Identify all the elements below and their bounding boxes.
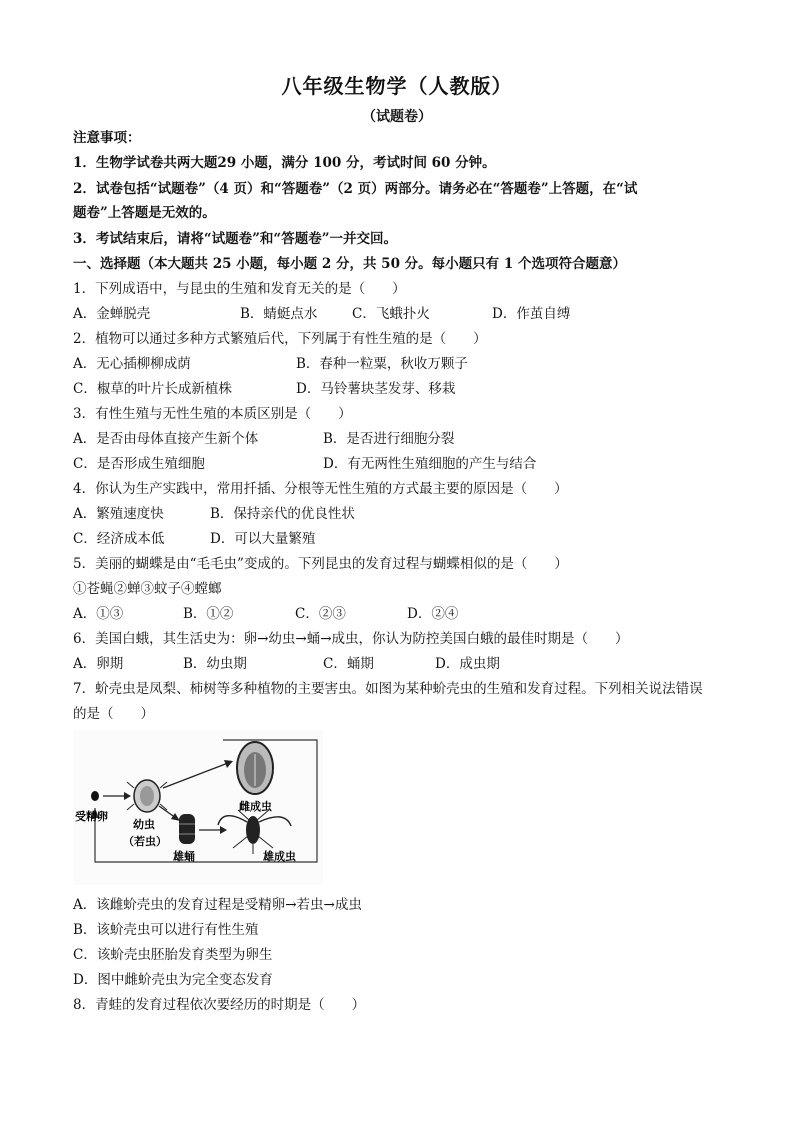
q7-option-c: C．该蚧壳虫胚胎发育类型为卵生 [73,947,273,963]
q1-option-b: B．蜻蜓点水 [240,306,318,322]
question-6: 6．美国白蛾，其生活史为：卵→幼虫→蛹→成虫，你认为防控美国白蛾的最佳时期是（ ） [73,631,629,647]
q5-option-b: B．①② [183,606,234,622]
male-pupa-icon [179,814,195,844]
q4-option-a: A．繁殖速度快 [73,506,164,522]
q3-option-c: C．是否形成生殖细胞 [73,456,205,472]
q7-option-d: D．图中雌蚧壳虫为完全变态发育 [73,972,273,988]
q6-option-d: D．成虫期 [435,656,500,672]
q6-option-b: B．幼虫期 [183,656,247,672]
q5-option-d: D．②④ [407,606,459,622]
scale-insect-life-cycle-figure [73,730,323,885]
q2-option-c: C．椒草的叶片长成新植株 [73,381,232,397]
question-3: 3．有性生殖与无性生殖的本质区别是（ ） [73,406,352,422]
q7-option-a: A．该雌蚧壳虫的发育过程是受精卵→若虫→成虫 [73,897,362,913]
q1-option-c: C．飞蛾扑火 [352,306,430,322]
q5-option-c: C．②③ [295,606,346,622]
male-pupa-label: 雄蛹 [173,850,195,863]
q2-option-a: A．无心插柳柳成荫 [73,356,191,372]
q5-option-a: A．①③ [73,606,124,622]
q3-option-d: D．有无两性生殖细胞的产生与结合 [323,456,537,472]
q6-option-a: A．卵期 [73,656,124,672]
question-5: 5．美丽的蝴蝶是由“毛毛虫”变成的。下列昆虫的发育过程与蝴蝶相似的是（ ） [73,556,568,572]
question-8: 8．青蛙的发育过程依次要经历的时期是（ ） [73,997,366,1013]
question-1: 1．下列成语中，与昆虫的生殖和发育无关的是（ ） [73,281,406,297]
notes-heading: 注意事项： [73,130,141,146]
q4-option-c: C．经济成本低 [73,531,165,547]
egg-icon [91,791,99,801]
q1-option-a: A．金蝉脱壳 [73,306,151,322]
q4-option-d: D．可以大量繁殖 [210,531,316,547]
male-adult-label: 雄成虫 [263,850,296,863]
q7-option-b: B．该蚧壳虫可以进行有性生殖 [73,922,259,938]
note-1: 1．生物学试卷共两大题29 小题，满分 100 分，考试时间 60 分钟。 [73,155,496,171]
page-subtitle: （试题卷） [362,109,432,125]
page-title: 八年级生物学（人教版） [281,74,513,98]
question-2: 2．植物可以通过多种方式繁殖后代，下列属于有性生殖的是（ ） [73,331,487,347]
q6-option-c: C．蛹期 [323,656,374,672]
q3-option-b: B．是否进行细胞分裂 [323,431,455,447]
note-2: 2．试卷包括“试题卷”（4 页）和“答题卷”（2 页）两部分。请务必在“答题卷”上答题，在“试 [73,181,638,197]
q4-option-b: B．保持亲代的优良性状 [210,506,355,522]
note-3: 3．考试结束后，请将“试题卷”和“答题卷”一并交回。 [73,231,397,247]
question-7-cont: 的是（ ） [73,706,154,722]
egg-label: 受精卵 [75,810,108,823]
nymph-label: （若虫） [123,835,167,848]
q2-option-b: B．春种一粒粟，秋收万颗子 [296,356,468,372]
q1-option-d: D．作茧自缚 [492,306,571,322]
q5-items: ①苍蝇②蝉③蚊子④螳螂 [73,581,222,597]
question-7: 7．蚧壳虫是凤梨、柿树等多种植物的主要害虫。如图为某种蚧壳虫的生殖和发育过程。下列相关说法错误 [73,681,703,697]
note-2-cont: 题卷”上答题是无效的。 [73,205,216,221]
q3-option-a: A．是否由母体直接产生新个体 [73,431,259,447]
section-heading: 一、选择题（本大题共 25 小题，每小题 2 分，共 50 分。每小题只有 1 个选项符合题意） [73,256,626,272]
female-adult-label: 雌成虫 [239,800,272,813]
question-4: 4．你认为生产实践中，常用扦插、分根等无性生殖的方式最主要的原因是（ ） [73,481,568,497]
larva-label: 幼虫 [133,818,155,831]
q2-option-d: D．马铃薯块茎发芽、移栽 [296,381,456,397]
